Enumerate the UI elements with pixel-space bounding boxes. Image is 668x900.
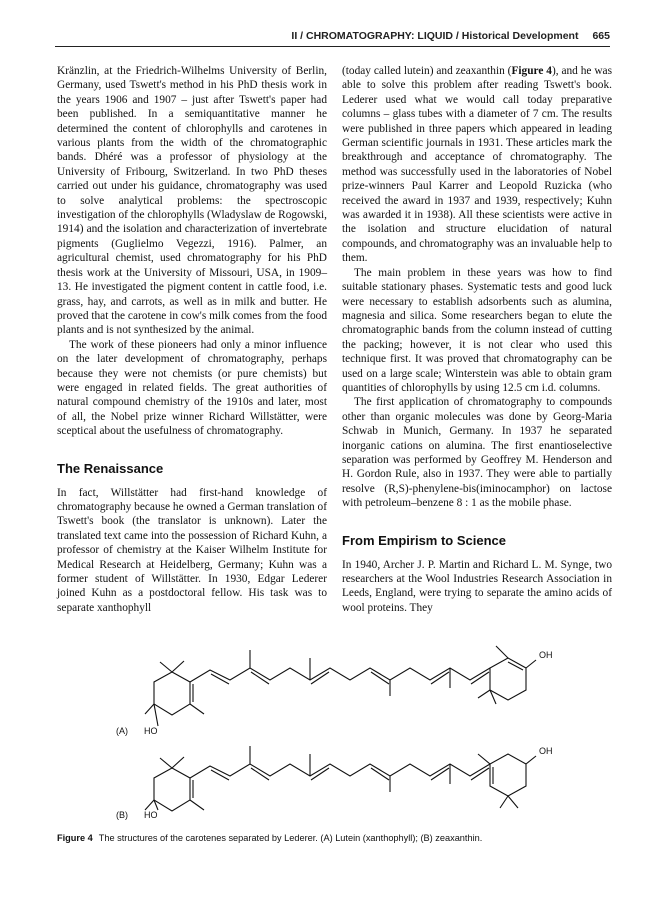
page-number: 665 [592,30,610,42]
figure-caption-label: Figure 4 [57,833,93,843]
structure-label-b: (B) [116,810,128,820]
right-column [342,64,612,615]
hydroxyl-label: HO [144,726,158,736]
paragraph: In fact, Willstätter had first-hand knowledge of chromatography because he owned a German translation of Tswett's book (the translator is unknown). Later the translated text came into the possession of Richard Kuhn, a professor of chemistry at the Kaiser Wilhelm Institute for Medical Research at Heidelberg, Germany; Kuhn was a former student of Willstätter. In 1930, Edgar Lederer joined Kuhn as a postdoctoral fellow. His task was to separate xanthophyll [57,486,327,614]
lutein-structure [145,646,536,715]
paragraph: The main problem in these years was how to find suitable stationary phases. Systematic tests and good luck were necessary to establish adsorbents such as alumina, magnesia and silica. Some researchers began to elute the chromatographic bands from the column instead of cutting the packing; however, it is not clear who used this technique first. It was proved that chromatography can be used on a large scale; Winterstein was able to obtain gram quantities of chlorophylls by using 12.5 cm i.d. columns. [342,266,612,394]
hydroxyl-label: OH [539,650,553,660]
paragraph: In 1940, Archer J. P. Martin and Richard L. M. Synge, two researchers at the Wool Industries Research Association in Leeds, England, were trying to separate the amino acids of wool proteins. They [342,558,612,614]
figure-carotene-structures [100,628,570,828]
paragraph: The first application of chromatography to compounds other than organic molecules was done by Georg-Maria Schwab in Munich, Germany. In 1937 he separated inorganic cations on alumina. The first enantioselective separation was performed by Geoffrey M. Henderson and H. Gordon Rule, also in 1937. They were able to partially resolve (R,S)-phenylene-bis(iminocamphor) on lactose with petroleum–benzene 8 : 1 as the mobile phase. [342,396,612,510]
paragraph: (today called lutein) and zeaxanthin (Figure 4), and he was able to solve this problem after reading Tswett's book. Lederer used what we would call today preparative columns – glass tubes with a diameter of 7 cm. The results were published in three papers which appeared in leading German scientific journals in 1931. These articles mark the breakthrough and acceptance of chromatography. The method was successfully used in the laboratories of Nobel prize-winners Paul Karrer and Leopold Ruzicka (who received the award in 1937 and 1939, respectively; Kuhn was awarded it in 1938). All these scientists were active in the isolation and structure elucidation of natural compounds, and chromatography was an invaluable help to them. [342,65,612,265]
structure-label-a: (A) [116,726,128,736]
figure-reference-link[interactable]: Figure 4 [511,65,552,77]
paragraph: Kränzlin, at the Friedrich-Wilhelms University of Berlin, Germany, used Tswett's method in his PhD thesis work in the years 1906 and 1907 – just after Tswett's paper had been published. In a semiquantitative manner he determined the content of chlorophylls and carotenes in various plants from the width of the chromatographic bands. Dhéré was a professor of physiology at the University of Fribourg, Switzerland. In two PhD theses carried out under his guidance, chromatography was used to solve analytical problems: the spectroscopic investigation of the chlorophylls (Wladyslaw de Rogowski, 1914) and the isolation and characterization of invertebrate pigments (Guglielmo Vegezzi, 1916). Palmer, an agricultural chemist, used chromatography for his PhD thesis work at the University of Missouri, USA, in 1909–13. He investigated the pigment content in cattle food, i.e. grass, hay, and carrots, as well as in milk and butter. He proved that the carotene in cow's milk comes from the food plants and is not synthesized by the animal. [57,65,328,337]
carotene-structures-diagram [100,628,570,828]
figure-caption [57,833,610,843]
running-header [55,30,610,47]
figure-caption-text: The structures of the carotenes separated by Lederer. (A) Lutein (xanthophyll); (B) zeaxanthin. [98,833,483,843]
paragraph: The work of these pioneers had only a minor influence on the later development of chromatography, perhaps because they were not chemists (or pure chemists) but were engaged in related fields. The great authorities of natural compound chemistry of the 1910s and later, most of all, the Nobel prize winner Richard Willstätter, were sceptical about the usefulness of chromatography. [57,338,327,438]
hydroxyl-label: OH [539,746,553,756]
hydroxyl-label: HO [144,810,158,820]
hydroxyl-bond [154,704,158,726]
section-heading-empirism: From Empirism to Science [342,532,506,548]
zeaxanthin-structure [145,746,536,811]
running-title: II / CHROMATOGRAPHY: LIQUID / Historical Development [291,30,579,42]
left-column [57,64,327,615]
section-heading-renaissance: The Renaissance [57,460,164,476]
